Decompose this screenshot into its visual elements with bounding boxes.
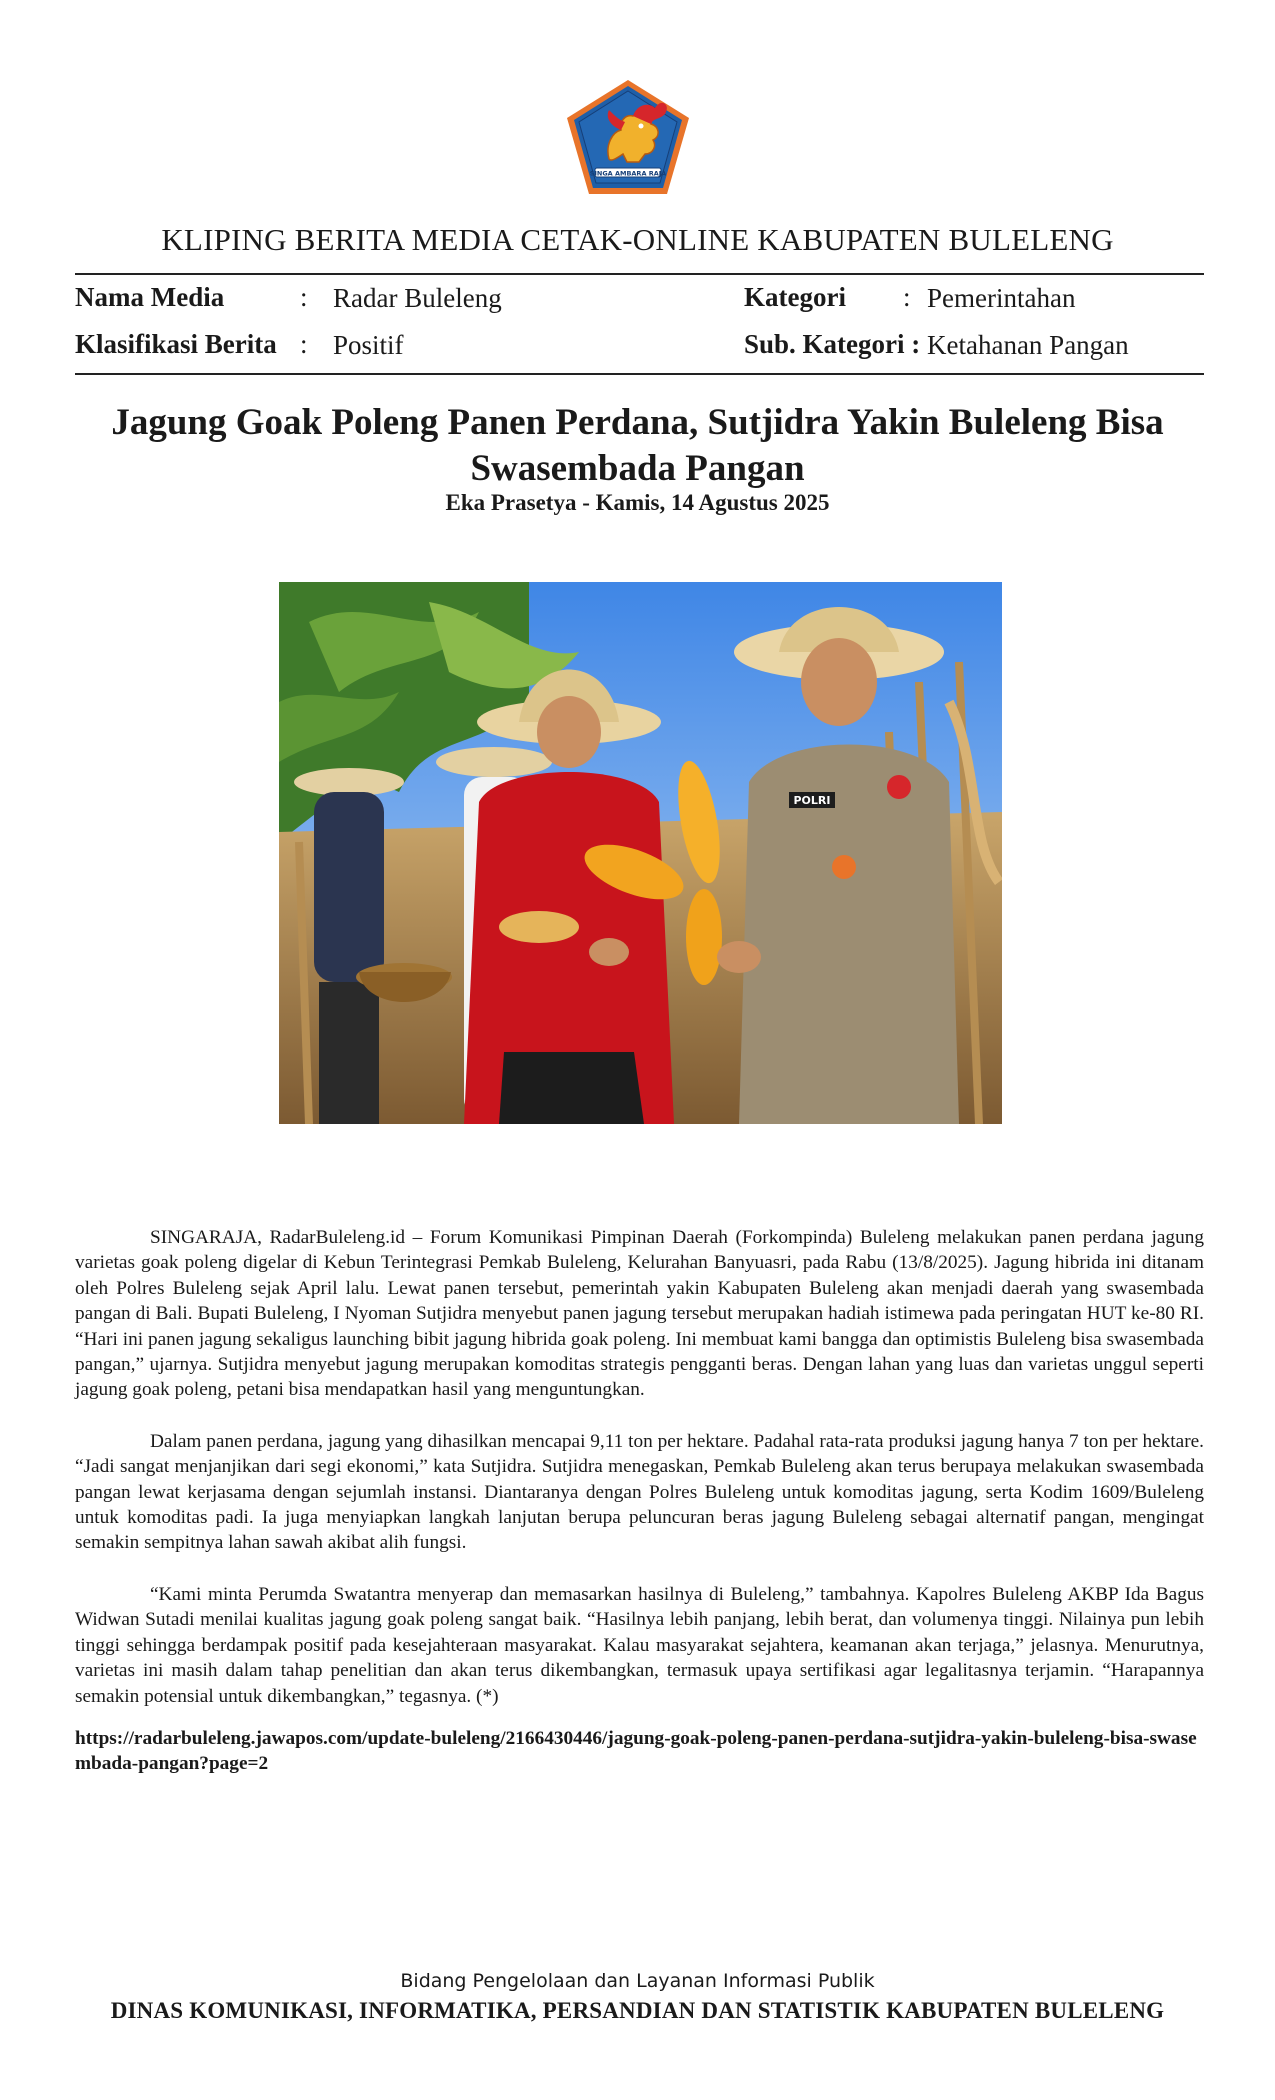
kategori-label: Kategori xyxy=(744,282,846,312)
article-paragraph: Dalam panen perdana, jagung yang dihasilkan mencapai 9,11 ton per hektare. Padahal rata-rata produksi jagung hanya 7 ton per hektare. “Jadi sangat menjanjikan dari segi ekonomi,” kata Sutjidra. Sutjidra menegaskan, Pemkab Buleleng akan terus berupaya melakukan swasembada pangan lewat kerjasama dengan sejumlah instansi. Diantaranya dengan Polres Buleleng untuk komoditas jagung, serta Kodim 1609/Buleleng untuk komoditas padi. Ia juga menyiapkan langkah lanjutan berupa peluncuran beras jagung Buleleng sebagai alternatif pangan, mengingat semakin sempitnya lahan sawah akibat alih fungsi. xyxy=(75,1430,1204,1554)
article-paragraph: SINGARAJA, RadarBuleleng.id – Forum Komunikasi Pimpinan Daerah (Forkompinda) Buleleng melakukan panen perdana jagung varietas goak poleng digelar di Kebun Terintegrasi Pemkab Buleleng, Kelurahan Banyuasri, pada Rabu (13/8/2025). Jagung hibrida ini ditanam oleh Polres Buleleng sejak April lalu. Lewat panen tersebut, pemerintah yakin Kabupaten Buleleng akan menjadi daerah yang swasembada pangan di Bali. Bupati Buleleng, I Nyoman Sutjidra menyebut panen jagung tersebut merupakan hadiah istimewa pada peringatan HUT ke-80 RI. “Hari ini panen jagung sekaligus launching bibit jagung hibrida goak poleng. Ini membuat kami bangga dan optimistis Buleleng bisa swasembada pangan,” ujarnya. Sutjidra menyebut jagung merupakan komoditas strategis pengganti beras. Dengan lahan yang luas dan varietas unggul seperti jagung goak poleng, petani bisa mendapatkan hasil yang menguntungkan. xyxy=(75,1227,1204,1401)
kategori-value: Pemerintahan xyxy=(927,283,1076,313)
article-photo xyxy=(279,582,1002,1124)
sub-kategori-value: Ketahanan Pangan xyxy=(927,330,1129,360)
polri-badge-text: POLRI xyxy=(793,794,831,807)
footer-subtitle: Bidang Pengelolaan dan Layanan Informasi Publik xyxy=(400,1970,875,1992)
document-header-title: KLIPING BERITA MEDIA CETAK-ONLINE KABUPATEN BULELENG xyxy=(161,222,1114,257)
header-divider-bottom xyxy=(75,373,1204,375)
klasifikasi-berita-label: Klasifikasi Berita xyxy=(75,329,277,359)
article-paragraph: “Kami minta Perumda Swatantra menyerap dan memasarkan hasilnya di Buleleng,” tambahnya. Kapolres Buleleng AKBP Ida Bagus Widwan Sutadi menilai kualitas jagung goak poleng sangat baik. “Hasilnya lebih panjang, lebih berat, dan volumenya tinggi. Nilainya pun lebih tinggi sehingga berdampak positif pada kesejahteraan masyarakat. Kalau masyarakat sejahtera, keamanan akan terjaga,” jelasnya. Menurutnya, varietas ini masih dalam tahap penelitian dan akan terus dikembangkan, termasuk upaya sertifikasi agar legalitasnya terjamin. “Harapannya semakin potensial untuk dikembangkan,” tegasnya. (*) xyxy=(75,1583,1204,1707)
article-title: Jagung Goak Poleng Panen Perdana, Sutjidra Yakin Buleleng Bisa Swasembada Pangan xyxy=(111,402,1164,489)
footer-title: DINAS KOMUNIKASI, INFORMATIKA, PERSANDIAN DAN STATISTIK KABUPATEN BULELENG xyxy=(110,1998,1165,2023)
nama-media-value: Radar Buleleng xyxy=(333,283,502,313)
klasifikasi-berita-value: Positif xyxy=(333,330,404,360)
buleleng-coat-of-arms-logo xyxy=(561,74,695,200)
logo-motto-text: SINGA AMBARA RAJA xyxy=(589,169,667,178)
article-body xyxy=(75,1225,1204,1735)
sub-kategori-label: Sub. Kategori : xyxy=(744,329,921,359)
klasifikasi-berita-colon: : xyxy=(300,329,308,359)
source-url-link[interactable]: https://radarbuleleng.jawapos.com/update-buleleng/2166430446/jagung-goak-poleng-panen-perdana-sutjidra-yakin-buleleng-bisa-swasembada-pangan?page=2 xyxy=(75,1728,1197,1775)
nama-media-colon: : xyxy=(300,282,308,312)
header-divider-top xyxy=(75,273,1204,275)
kategori-colon: : xyxy=(903,282,911,312)
article-byline: Eka Prasetya - Kamis, 14 Agustus 2025 xyxy=(445,490,830,515)
nama-media-label: Nama Media xyxy=(75,282,225,312)
